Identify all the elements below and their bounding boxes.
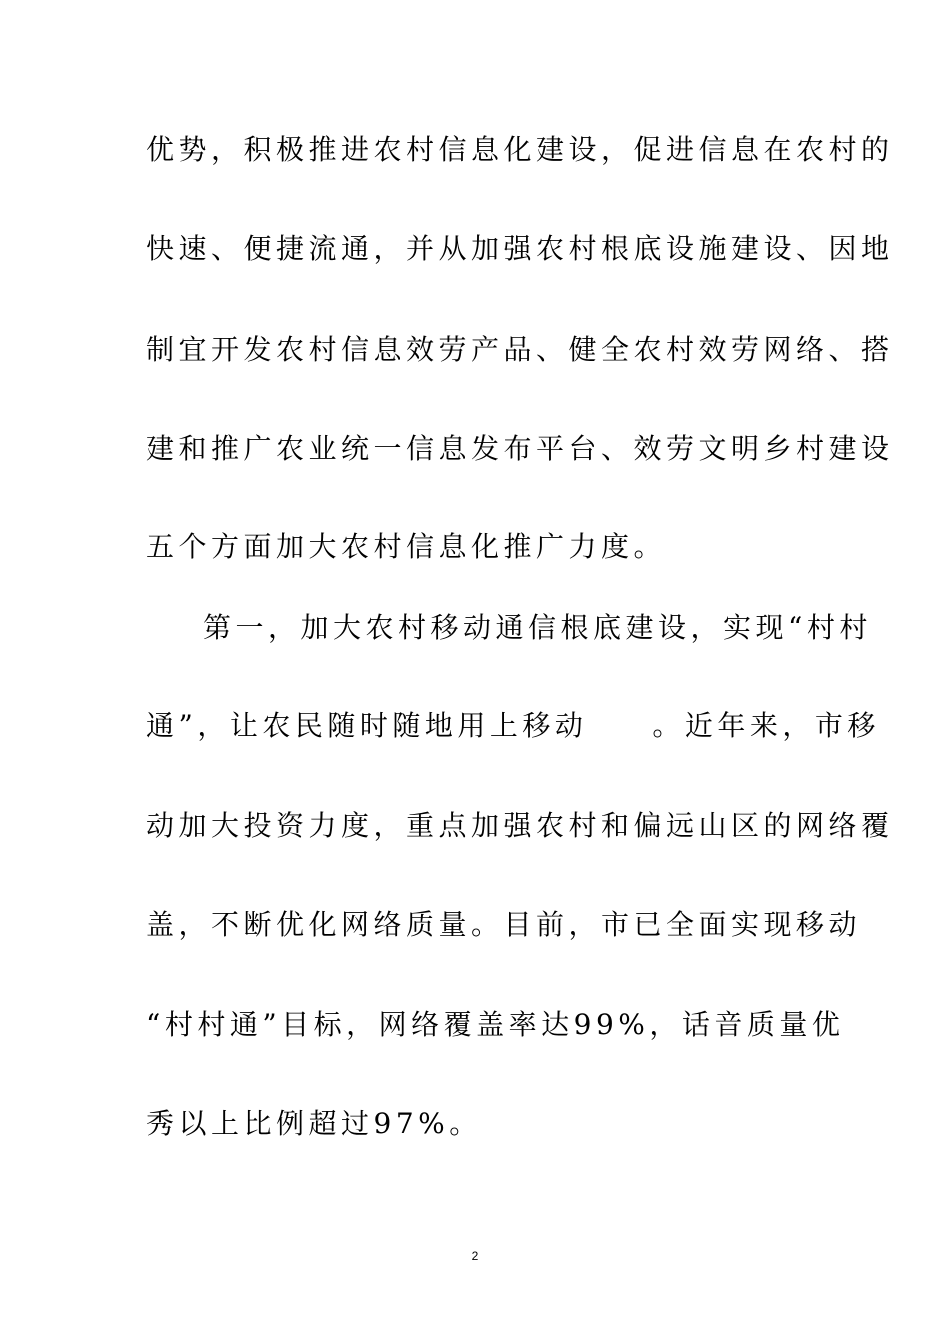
paragraph-line: 秀以上比例超过97%。 (146, 1107, 482, 1140)
page-number: 2 (471, 1249, 479, 1263)
paragraph-line: 制宜开发农村信息效劳产品、健全农村效劳网络、搭 (146, 333, 894, 366)
paragraph-line: 快速、便捷流通，并从加强农村根底设施建设、因地 (146, 232, 894, 265)
paragraph-line: 盖，不断优化网络质量。目前，市已全面实现移动 (146, 908, 862, 941)
paragraph-line: 优势，积极推进农村信息化建设，促进信息在农村的 (146, 133, 894, 166)
paragraph-line: 五个方面加大农村信息化推广力度。 (146, 530, 667, 563)
paragraph-line: 通”，让农民随时随地用上移动 。近年来，市移 (146, 709, 880, 742)
paragraph-line: “村村通”目标，网络覆盖率达99%，话音质量优 (146, 1008, 845, 1041)
paragraph-line: 动加大投资力度，重点加强农村和偏远山区的网络覆 (146, 809, 894, 842)
paragraph-first-line: 第一，加大农村移动通信根底建设，实现“村村 (203, 611, 872, 644)
paragraph-line: 建和推广农业统一信息发布平台、效劳文明乡村建设 (146, 432, 894, 465)
